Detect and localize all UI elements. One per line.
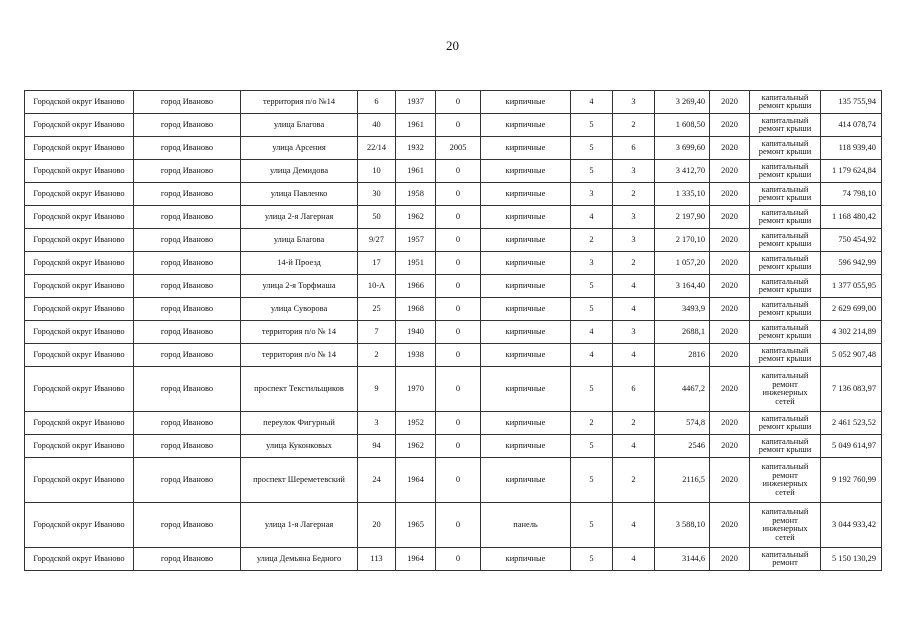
cost-cell: 7 136 083,97 <box>821 367 882 412</box>
floors-cell: 5 <box>571 137 613 160</box>
house-number-cell: 25 <box>358 298 396 321</box>
floors-cell: 5 <box>571 435 613 458</box>
city-cell: город Иваново <box>134 160 241 183</box>
house-number-cell: 94 <box>358 435 396 458</box>
district-cell: Городской округ Иваново <box>25 91 134 114</box>
entrances-cell: 2 <box>613 183 655 206</box>
plan-year-cell: 2020 <box>710 503 750 548</box>
plan-year-cell: 2020 <box>710 548 750 571</box>
district-cell: Городской округ Иваново <box>25 160 134 183</box>
city-cell: город Иваново <box>134 183 241 206</box>
city-cell: город Иваново <box>134 503 241 548</box>
cost-cell: 5 150 130,29 <box>821 548 882 571</box>
year-built-cell: 1970 <box>396 367 436 412</box>
year-built-cell: 1964 <box>396 458 436 503</box>
work-type-cell: капитальный ремонт крыши <box>750 275 821 298</box>
year-built-cell: 1962 <box>396 435 436 458</box>
district-cell: Городской округ Иваново <box>25 206 134 229</box>
work-type-cell: капитальный ремонт крыши <box>750 412 821 435</box>
area-cell: 574,8 <box>655 412 710 435</box>
house-number-cell: 50 <box>358 206 396 229</box>
street-cell: территория п/о № 14 <box>241 344 358 367</box>
plan-year-cell: 2020 <box>710 229 750 252</box>
area-cell: 3144,6 <box>655 548 710 571</box>
table-row <box>25 229 882 252</box>
wall-material-cell: кирпичные <box>481 114 571 137</box>
city-cell: город Иваново <box>134 412 241 435</box>
cost-cell: 1 377 055,95 <box>821 275 882 298</box>
street-cell: улица Благова <box>241 229 358 252</box>
floors-cell: 5 <box>571 548 613 571</box>
district-cell: Городской округ Иваново <box>25 435 134 458</box>
city-cell: город Иваново <box>134 206 241 229</box>
cost-cell: 3 044 933,42 <box>821 503 882 548</box>
cost-cell: 1 168 480,42 <box>821 206 882 229</box>
wall-material-cell: кирпичные <box>481 229 571 252</box>
wall-material-cell: кирпичные <box>481 367 571 412</box>
street-cell: проспект Шереметевский <box>241 458 358 503</box>
street-cell: улица 1-я Лагерная <box>241 503 358 548</box>
cost-cell: 5 049 614,97 <box>821 435 882 458</box>
house-number-cell: 6 <box>358 91 396 114</box>
district-cell: Городской округ Иваново <box>25 183 134 206</box>
city-cell: город Иваново <box>134 458 241 503</box>
year-built-cell: 1965 <box>396 503 436 548</box>
city-cell: город Иваново <box>134 367 241 412</box>
city-cell: город Иваново <box>134 114 241 137</box>
area-cell: 1 335,10 <box>655 183 710 206</box>
area-cell: 3 269,40 <box>655 91 710 114</box>
year-reconstructed-cell: 0 <box>436 252 481 275</box>
street-cell: проспект Текстильщиков <box>241 367 358 412</box>
table-body <box>25 91 882 571</box>
entrances-cell: 4 <box>613 503 655 548</box>
floors-cell: 3 <box>571 252 613 275</box>
cost-cell: 9 192 760,99 <box>821 458 882 503</box>
year-reconstructed-cell: 0 <box>436 298 481 321</box>
cost-cell: 74 798,10 <box>821 183 882 206</box>
wall-material-cell: кирпичные <box>481 321 571 344</box>
entrances-cell: 3 <box>613 206 655 229</box>
entrances-cell: 4 <box>613 298 655 321</box>
house-number-cell: 24 <box>358 458 396 503</box>
plan-year-cell: 2020 <box>710 321 750 344</box>
entrances-cell: 3 <box>613 160 655 183</box>
floors-cell: 5 <box>571 160 613 183</box>
house-number-cell: 10 <box>358 160 396 183</box>
district-cell: Городской округ Иваново <box>25 114 134 137</box>
plan-year-cell: 2020 <box>710 435 750 458</box>
cost-cell: 750 454,92 <box>821 229 882 252</box>
area-cell: 2688,1 <box>655 321 710 344</box>
district-cell: Городской округ Иваново <box>25 298 134 321</box>
entrances-cell: 3 <box>613 321 655 344</box>
work-type-cell: капитальный ремонт крыши <box>750 321 821 344</box>
house-number-cell: 30 <box>358 183 396 206</box>
year-reconstructed-cell: 0 <box>436 229 481 252</box>
area-cell: 3493,9 <box>655 298 710 321</box>
table-row <box>25 344 882 367</box>
year-reconstructed-cell: 0 <box>436 183 481 206</box>
table-row <box>25 275 882 298</box>
entrances-cell: 6 <box>613 137 655 160</box>
year-built-cell: 1937 <box>396 91 436 114</box>
work-type-cell: капитальный ремонт инженерных сетей <box>750 458 821 503</box>
street-cell: улица Павленко <box>241 183 358 206</box>
plan-year-cell: 2020 <box>710 183 750 206</box>
year-built-cell: 1958 <box>396 183 436 206</box>
year-reconstructed-cell: 0 <box>436 160 481 183</box>
district-cell: Городской округ Иваново <box>25 344 134 367</box>
house-number-cell: 17 <box>358 252 396 275</box>
street-cell: улица Благова <box>241 114 358 137</box>
district-cell: Городской округ Иваново <box>25 458 134 503</box>
house-number-cell: 113 <box>358 548 396 571</box>
entrances-cell: 3 <box>613 229 655 252</box>
plan-year-cell: 2020 <box>710 298 750 321</box>
area-cell: 2 170,10 <box>655 229 710 252</box>
table-row <box>25 91 882 114</box>
year-built-cell: 1964 <box>396 548 436 571</box>
floors-cell: 4 <box>571 206 613 229</box>
wall-material-cell: кирпичные <box>481 435 571 458</box>
year-reconstructed-cell: 0 <box>436 548 481 571</box>
year-built-cell: 1961 <box>396 114 436 137</box>
year-reconstructed-cell: 0 <box>436 412 481 435</box>
district-cell: Городской округ Иваново <box>25 252 134 275</box>
entrances-cell: 2 <box>613 458 655 503</box>
work-type-cell: капитальный ремонт крыши <box>750 160 821 183</box>
year-reconstructed-cell: 0 <box>436 344 481 367</box>
wall-material-cell: кирпичные <box>481 160 571 183</box>
plan-year-cell: 2020 <box>710 91 750 114</box>
work-type-cell: капитальный ремонт крыши <box>750 114 821 137</box>
wall-material-cell: кирпичные <box>481 548 571 571</box>
year-reconstructed-cell: 0 <box>436 458 481 503</box>
table-row <box>25 503 882 548</box>
buildings-table <box>24 90 882 571</box>
year-reconstructed-cell: 0 <box>436 321 481 344</box>
district-cell: Городской округ Иваново <box>25 137 134 160</box>
year-built-cell: 1966 <box>396 275 436 298</box>
year-reconstructed-cell: 0 <box>436 367 481 412</box>
city-cell: город Иваново <box>134 252 241 275</box>
street-cell: переулок Фигурный <box>241 412 358 435</box>
table-row <box>25 321 882 344</box>
entrances-cell: 2 <box>613 114 655 137</box>
area-cell: 3 412,70 <box>655 160 710 183</box>
work-type-cell: капитальный ремонт крыши <box>750 137 821 160</box>
cost-cell: 5 052 907,48 <box>821 344 882 367</box>
area-cell: 3 699,60 <box>655 137 710 160</box>
street-cell: улица Суворова <box>241 298 358 321</box>
floors-cell: 5 <box>571 114 613 137</box>
work-type-cell: капитальный ремонт <box>750 548 821 571</box>
table-row <box>25 114 882 137</box>
street-cell: территория п/о № 14 <box>241 321 358 344</box>
house-number-cell: 7 <box>358 321 396 344</box>
wall-material-cell: кирпичные <box>481 252 571 275</box>
wall-material-cell: кирпичные <box>481 91 571 114</box>
year-reconstructed-cell: 0 <box>436 114 481 137</box>
plan-year-cell: 2020 <box>710 114 750 137</box>
house-number-cell: 10-А <box>358 275 396 298</box>
district-cell: Городской округ Иваново <box>25 229 134 252</box>
year-built-cell: 1968 <box>396 298 436 321</box>
floors-cell: 4 <box>571 344 613 367</box>
plan-year-cell: 2020 <box>710 367 750 412</box>
work-type-cell: капитальный ремонт крыши <box>750 344 821 367</box>
year-reconstructed-cell: 0 <box>436 91 481 114</box>
city-cell: город Иваново <box>134 321 241 344</box>
house-number-cell: 9 <box>358 367 396 412</box>
area-cell: 3 588,10 <box>655 503 710 548</box>
wall-material-cell: кирпичные <box>481 344 571 367</box>
table-row <box>25 435 882 458</box>
table-row <box>25 137 882 160</box>
entrances-cell: 4 <box>613 344 655 367</box>
cost-cell: 4 302 214,89 <box>821 321 882 344</box>
district-cell: Городской округ Иваново <box>25 503 134 548</box>
cost-cell: 135 755,94 <box>821 91 882 114</box>
street-cell: территория п/о №14 <box>241 91 358 114</box>
floors-cell: 3 <box>571 183 613 206</box>
entrances-cell: 2 <box>613 252 655 275</box>
area-cell: 1 608,50 <box>655 114 710 137</box>
work-type-cell: капитальный ремонт крыши <box>750 206 821 229</box>
street-cell: улица 2-я Торфмаша <box>241 275 358 298</box>
year-reconstructed-cell: 0 <box>436 503 481 548</box>
year-built-cell: 1961 <box>396 160 436 183</box>
work-type-cell: капитальный ремонт крыши <box>750 229 821 252</box>
street-cell: улица Демьяна Бедного <box>241 548 358 571</box>
wall-material-cell: кирпичные <box>481 183 571 206</box>
floors-cell: 2 <box>571 412 613 435</box>
plan-year-cell: 2020 <box>710 206 750 229</box>
city-cell: город Иваново <box>134 275 241 298</box>
area-cell: 2 197,90 <box>655 206 710 229</box>
house-number-cell: 40 <box>358 114 396 137</box>
year-reconstructed-cell: 0 <box>436 435 481 458</box>
entrances-cell: 4 <box>613 435 655 458</box>
city-cell: город Иваново <box>134 344 241 367</box>
area-cell: 4467,2 <box>655 367 710 412</box>
year-reconstructed-cell: 0 <box>436 275 481 298</box>
wall-material-cell: кирпичные <box>481 298 571 321</box>
table-row <box>25 367 882 412</box>
street-cell: 14-й Проезд <box>241 252 358 275</box>
year-reconstructed-cell: 2005 <box>436 137 481 160</box>
cost-cell: 414 078,74 <box>821 114 882 137</box>
work-type-cell: капитальный ремонт инженерных сетей <box>750 503 821 548</box>
street-cell: улица Куконковых <box>241 435 358 458</box>
wall-material-cell: кирпичные <box>481 206 571 229</box>
table-row <box>25 298 882 321</box>
work-type-cell: капитальный ремонт крыши <box>750 91 821 114</box>
year-built-cell: 1952 <box>396 412 436 435</box>
floors-cell: 5 <box>571 458 613 503</box>
city-cell: город Иваново <box>134 137 241 160</box>
cost-cell: 118 939,40 <box>821 137 882 160</box>
year-built-cell: 1951 <box>396 252 436 275</box>
year-built-cell: 1940 <box>396 321 436 344</box>
floors-cell: 4 <box>571 321 613 344</box>
table-row <box>25 458 882 503</box>
plan-year-cell: 2020 <box>710 160 750 183</box>
table-row <box>25 206 882 229</box>
city-cell: город Иваново <box>134 91 241 114</box>
work-type-cell: капитальный ремонт крыши <box>750 252 821 275</box>
entrances-cell: 4 <box>613 548 655 571</box>
plan-year-cell: 2020 <box>710 412 750 435</box>
wall-material-cell: панель <box>481 503 571 548</box>
work-type-cell: капитальный ремонт крыши <box>750 183 821 206</box>
table-row <box>25 548 882 571</box>
page-number: 20 <box>446 38 459 53</box>
year-reconstructed-cell: 0 <box>436 206 481 229</box>
work-type-cell: капитальный ремонт крыши <box>750 298 821 321</box>
table-row <box>25 183 882 206</box>
city-cell: город Иваново <box>134 435 241 458</box>
plan-year-cell: 2020 <box>710 344 750 367</box>
house-number-cell: 20 <box>358 503 396 548</box>
year-built-cell: 1962 <box>396 206 436 229</box>
floors-cell: 4 <box>571 91 613 114</box>
street-cell: улица Демидова <box>241 160 358 183</box>
district-cell: Городской округ Иваново <box>25 275 134 298</box>
table-row <box>25 252 882 275</box>
work-type-cell: капитальный ремонт крыши <box>750 435 821 458</box>
year-built-cell: 1932 <box>396 137 436 160</box>
floors-cell: 5 <box>571 275 613 298</box>
area-cell: 1 057,20 <box>655 252 710 275</box>
cost-cell: 1 179 624,84 <box>821 160 882 183</box>
city-cell: город Иваново <box>134 229 241 252</box>
area-cell: 2116,5 <box>655 458 710 503</box>
entrances-cell: 3 <box>613 91 655 114</box>
street-cell: улица 2-я Лагерная <box>241 206 358 229</box>
work-type-cell: капитальный ремонт инженерных сетей <box>750 367 821 412</box>
cost-cell: 596 942,99 <box>821 252 882 275</box>
plan-year-cell: 2020 <box>710 275 750 298</box>
city-cell: город Иваново <box>134 298 241 321</box>
district-cell: Городской округ Иваново <box>25 412 134 435</box>
floors-cell: 2 <box>571 229 613 252</box>
house-number-cell: 2 <box>358 344 396 367</box>
cost-cell: 2 461 523,52 <box>821 412 882 435</box>
year-built-cell: 1938 <box>396 344 436 367</box>
area-cell: 2546 <box>655 435 710 458</box>
table-row <box>25 160 882 183</box>
plan-year-cell: 2020 <box>710 252 750 275</box>
district-cell: Городской округ Иваново <box>25 367 134 412</box>
entrances-cell: 4 <box>613 275 655 298</box>
area-cell: 2816 <box>655 344 710 367</box>
house-number-cell: 9/27 <box>358 229 396 252</box>
year-built-cell: 1957 <box>396 229 436 252</box>
house-number-cell: 22/14 <box>358 137 396 160</box>
wall-material-cell: кирпичные <box>481 275 571 298</box>
district-cell: Городской округ Иваново <box>25 548 134 571</box>
street-cell: улица Арсения <box>241 137 358 160</box>
floors-cell: 5 <box>571 367 613 412</box>
district-cell: Городской округ Иваново <box>25 321 134 344</box>
wall-material-cell: кирпичные <box>481 137 571 160</box>
plan-year-cell: 2020 <box>710 458 750 503</box>
city-cell: город Иваново <box>134 548 241 571</box>
wall-material-cell: кирпичные <box>481 458 571 503</box>
wall-material-cell: кирпичные <box>481 412 571 435</box>
entrances-cell: 2 <box>613 412 655 435</box>
area-cell: 3 164,40 <box>655 275 710 298</box>
floors-cell: 5 <box>571 298 613 321</box>
house-number-cell: 3 <box>358 412 396 435</box>
table-row <box>25 412 882 435</box>
cost-cell: 2 629 699,00 <box>821 298 882 321</box>
plan-year-cell: 2020 <box>710 137 750 160</box>
entrances-cell: 6 <box>613 367 655 412</box>
floors-cell: 5 <box>571 503 613 548</box>
